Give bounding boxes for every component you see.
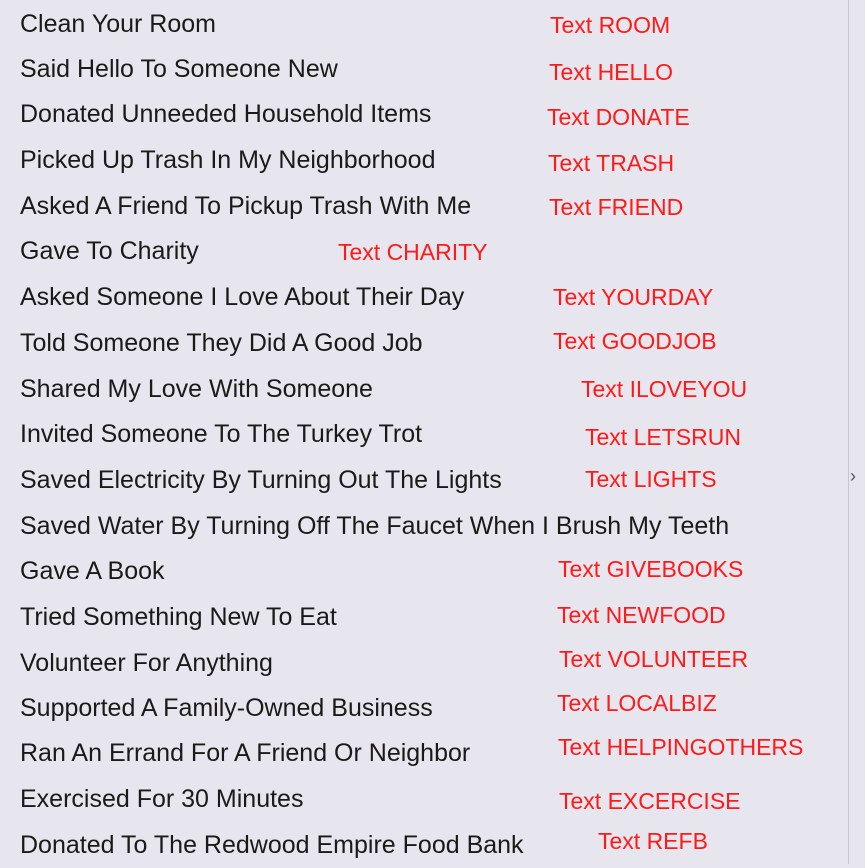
deed-label: Gave A Book (20, 557, 165, 585)
list-item (0, 320, 848, 366)
list-item (0, 274, 848, 320)
text-code: Text LETSRUN (585, 424, 741, 450)
text-code: Text ROOM (550, 12, 671, 38)
list-item (0, 685, 848, 731)
deed-label: Picked Up Trash In My Neighborhood (20, 146, 436, 174)
scroll-edge (848, 0, 849, 864)
deed-label: Ran An Errand For A Friend Or Neighbor (20, 739, 471, 767)
text-code: Text HELPINGOTHERS (558, 734, 804, 760)
text-code: Text LIGHTS (585, 466, 717, 492)
text-code: Text GIVEBOOKS (558, 556, 744, 582)
list-item (0, 502, 848, 548)
deed-label: Donated Unneeded Household Items (20, 100, 432, 128)
deed-label: Told Someone They Did A Good Job (20, 329, 423, 357)
text-code: Text CHARITY (338, 239, 488, 265)
chevron-right-icon[interactable]: › (850, 466, 856, 486)
deed-label: Saved Water By Turning Off The Faucet When I Brush My Teeth (20, 512, 730, 540)
text-code: Text REFB (598, 828, 708, 854)
deed-label: Volunteer For Anything (20, 649, 273, 677)
text-code: Text EXCERCISE (559, 788, 741, 814)
deed-label: Supported A Family-Owned Business (20, 694, 433, 722)
deed-label: Clean Your Room (20, 10, 216, 38)
list-item (0, 730, 848, 776)
list-item (0, 822, 848, 868)
list-item (0, 0, 848, 46)
list-item (0, 639, 848, 685)
text-code: Text GOODJOB (553, 328, 717, 354)
list-item (0, 137, 848, 183)
deed-label: Donated To The Redwood Empire Food Bank (20, 831, 524, 859)
text-code: Text HELLO (549, 59, 673, 85)
text-code: Text ILOVEYOU (581, 376, 748, 402)
list-item (0, 548, 848, 594)
list-item (0, 457, 848, 503)
text-code: Text NEWFOOD (557, 602, 726, 628)
list-item (0, 593, 848, 639)
deed-label: Tried Something New To Eat (20, 603, 337, 631)
deed-label: Asked Someone I Love About Their Day (20, 283, 465, 311)
text-code: Text YOURDAY (553, 284, 714, 310)
text-code: Text LOCALBIZ (557, 690, 717, 716)
text-code: Text DONATE (547, 104, 690, 130)
text-code: Text VOLUNTEER (559, 646, 749, 672)
list-item (0, 183, 848, 229)
deed-label: Exercised For 30 Minutes (20, 785, 304, 813)
list-item (0, 46, 848, 92)
deed-label: Gave To Charity (20, 237, 199, 265)
deed-label: Invited Someone To The Turkey Trot (20, 420, 423, 448)
deed-label: Said Hello To Someone New (20, 55, 338, 83)
list-item (0, 229, 848, 275)
deed-label: Shared My Love With Someone (20, 375, 373, 403)
list-item (0, 92, 848, 138)
list-item (0, 776, 848, 822)
deed-label: Asked A Friend To Pickup Trash With Me (20, 192, 472, 220)
list-item (0, 365, 848, 411)
text-code: Text FRIEND (549, 194, 684, 220)
text-code: Text TRASH (548, 150, 675, 176)
deed-label: Saved Electricity By Turning Out The Lights (20, 466, 502, 494)
list-item (0, 411, 848, 457)
